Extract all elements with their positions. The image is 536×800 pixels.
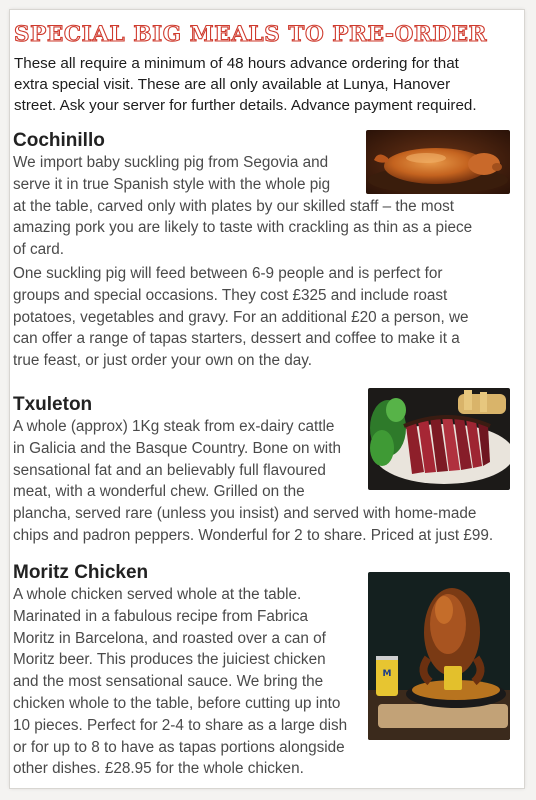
text-line: serve it in true Spanish style with the whole pig — [13, 175, 331, 193]
intro-line: These all require a minimum of 48 hours advance ordering for that — [14, 55, 459, 72]
sliced-steak-photo — [368, 388, 510, 490]
intro-line: street. Ask your server for further details. Advance payment required. — [14, 97, 477, 114]
text-line: groups and special occasions. They cost £325 and include roast — [13, 286, 448, 304]
beer-can-chicken-photo — [368, 572, 510, 740]
text-line: chicken whole to the table, before cutting up into — [13, 694, 341, 712]
text-line: amazing pork you are likely to taste with crackling as thin as a piece — [13, 219, 473, 237]
intro-text — [14, 53, 512, 116]
text-line: A whole (approx) 1Kg steak from ex-dairy cattle — [13, 418, 335, 435]
text-line: A whole chicken served whole at the table. — [13, 586, 302, 603]
text-line: We import baby suckling pig from Segovia and — [13, 154, 329, 171]
text-line: One suckling pig will feed between 6-9 people and is perfect for — [13, 265, 443, 282]
text-line: or for up to 8 to have as tapas portions alongside — [13, 738, 345, 756]
text-line: and the most sensational sauce. We bring the — [13, 673, 324, 691]
text-line: of card. — [13, 241, 65, 259]
page-title: SPECIAL BIG MEALS TO PRE-ORDER — [14, 22, 488, 47]
text-line: at the table, carved only with plates by our skilled staff – the most — [13, 197, 455, 215]
text-line: Marinated in a fabulous recipe from Fabrica — [13, 607, 309, 625]
text-line: sensational fat and an believably full flavoured — [13, 461, 326, 479]
txuleton-heading: Txuleton — [13, 394, 93, 415]
text-line: can offer a range of tapas starters, dessert and coffee to make it a — [13, 330, 460, 348]
roast-suckling-pig-photo — [366, 130, 510, 194]
text-line: other dishes. £28.95 for the whole chicken. — [13, 760, 304, 778]
moritz-chicken-description — [13, 584, 347, 780]
intro-line: extra special visit. These are all only available at Lunya, Hanover — [14, 76, 451, 93]
text-line: plancha, served rare (unless you insist) and served with home-made — [13, 505, 477, 523]
text-line: potatoes, vegetables and gravy. For an additional £20 a person, we — [13, 308, 469, 326]
text-line: meat, with a wonderful chew. Grilled on the — [13, 483, 305, 501]
text-line: true feast, or just order your own on the day. — [13, 352, 313, 370]
cochinillo-heading: Cochinillo — [13, 130, 105, 151]
svg-text:M: M — [382, 669, 392, 679]
text-line: Moritz in Barcelona, and roasted over a can of — [13, 629, 326, 647]
text-line: Moritz beer. This produces the juiciest chicken — [13, 651, 326, 669]
moritz-chicken-heading: Moritz Chicken — [13, 562, 149, 583]
text-line: chips and padron peppers. Wonderful for 2 to share. Priced at just £99. — [13, 526, 494, 544]
text-line: in Galicia and the Basque Country. Bone on with — [13, 439, 341, 457]
text-line: 10 pieces. Perfect for 2-4 to share as a large dish — [13, 716, 348, 734]
cochinillo-details — [13, 263, 469, 372]
